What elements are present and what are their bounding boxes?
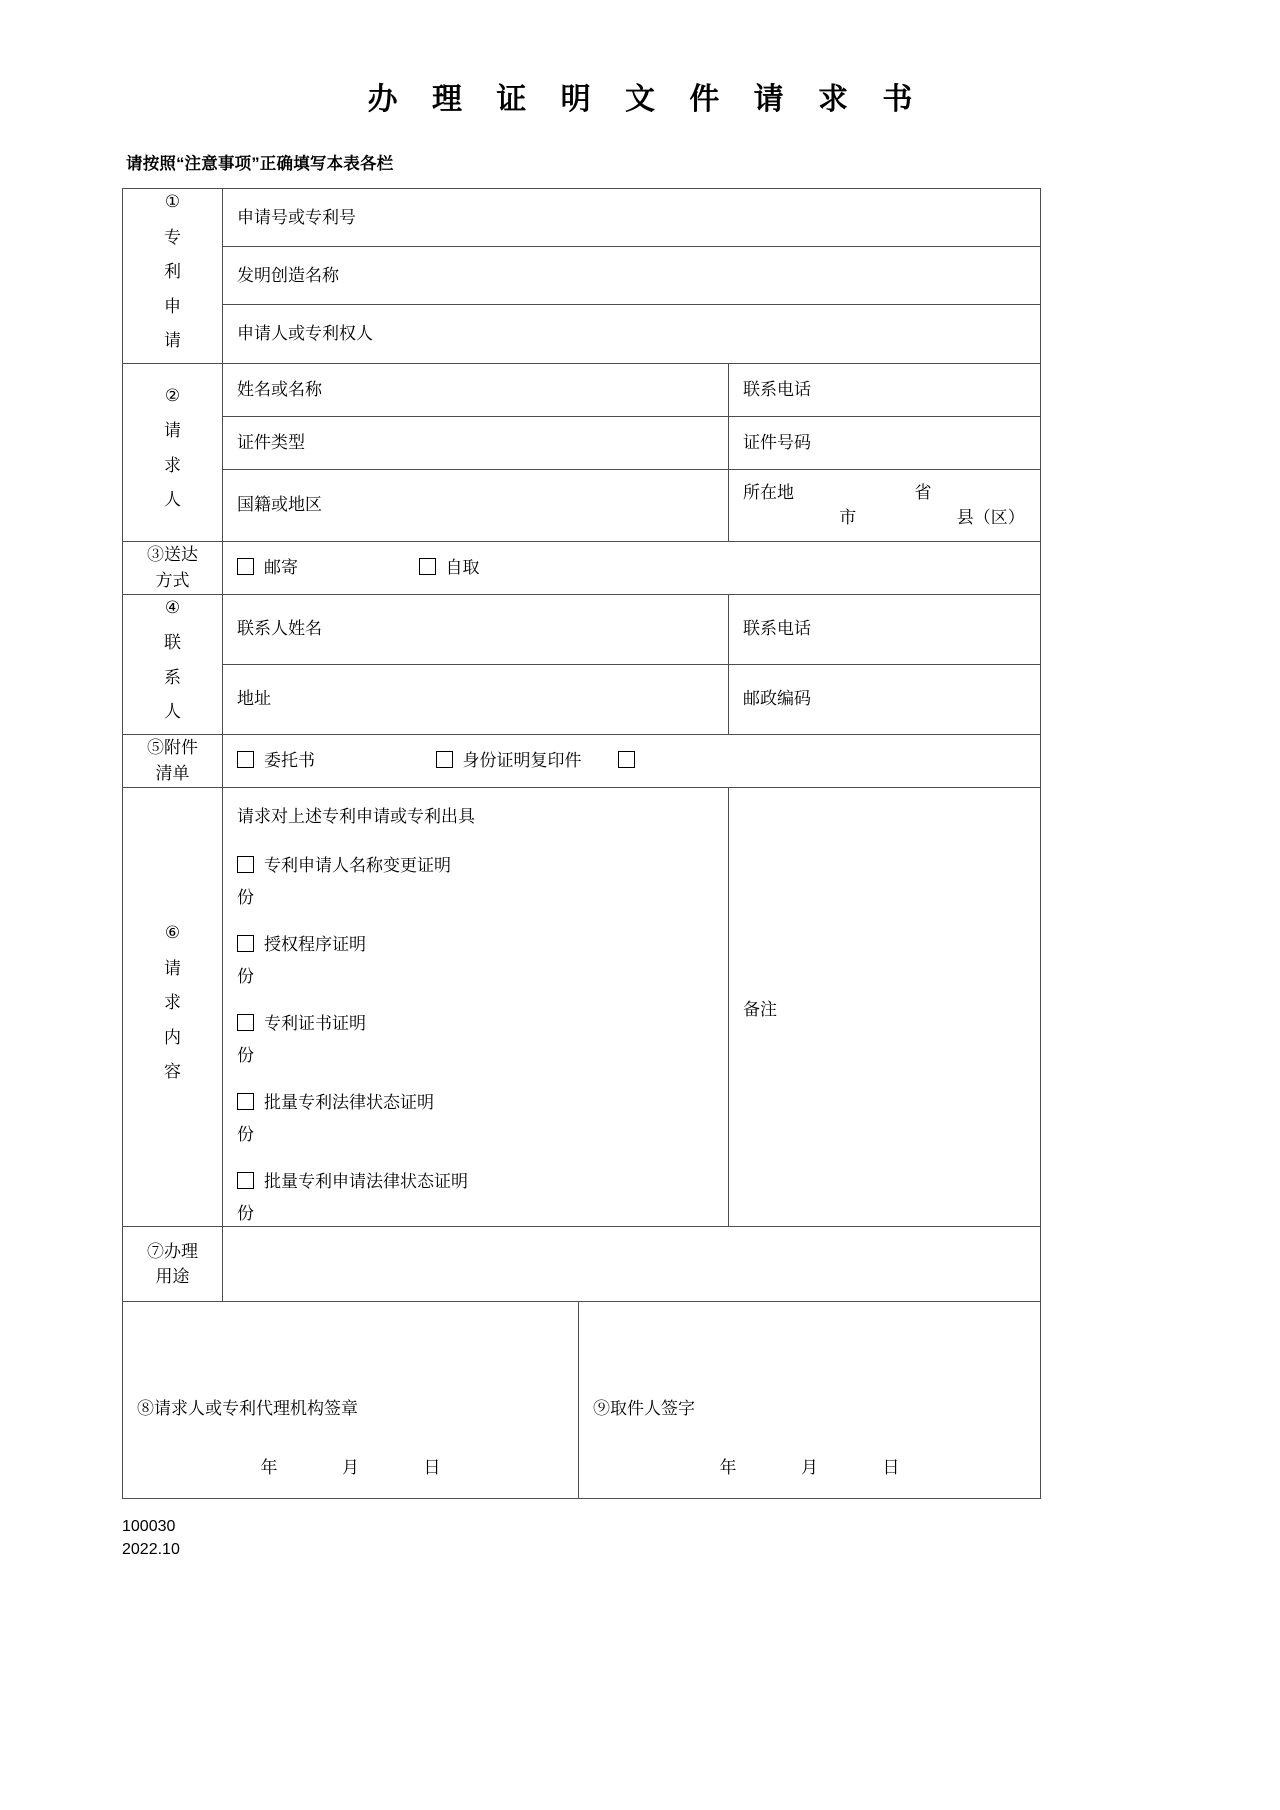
section1-label-char: 利	[164, 262, 181, 281]
section5-label	[123, 734, 223, 787]
section7-label-line2: 用途	[155, 1267, 190, 1286]
county-unit: 县（区）	[956, 508, 1025, 527]
section4-label-char: 人	[164, 702, 181, 721]
table-row	[123, 305, 1041, 363]
attachment-option-label: 委托书	[264, 750, 315, 770]
receiver-signature-date	[579, 1455, 1040, 1481]
receiver-signature-cell[interactable]	[579, 1302, 1041, 1499]
request-item-patent-certificate[interactable]	[223, 989, 728, 1068]
request-item-label: 批量专利申请法律状态证明	[264, 1172, 468, 1191]
copies-unit: 份	[237, 887, 254, 907]
table-row	[123, 247, 1041, 305]
checkbox-icon[interactable]	[237, 1014, 254, 1031]
request-item-grant-procedure[interactable]	[223, 910, 728, 989]
request-content-heading: 请求对上述专利申请或专利出具	[237, 806, 475, 826]
location-label: 所在地	[743, 482, 794, 502]
footer-version: 2022.10	[122, 1541, 180, 1559]
applicant-label: 申请人或专利权人	[237, 324, 373, 344]
section6-label-char: 求	[164, 993, 181, 1012]
table-row	[123, 734, 1041, 787]
section3-label-line1: ③送达	[147, 545, 198, 564]
request-item-bulk-patent-legal-status[interactable]	[223, 1068, 728, 1147]
purpose-field[interactable]	[223, 1227, 1041, 1302]
request-item-name-change[interactable]	[223, 831, 728, 910]
section6-marker: ⑥	[164, 923, 181, 942]
section2-label-char: 请	[164, 421, 181, 440]
requester-signature-title: ⑧请求人或专利代理机构签章	[137, 1399, 358, 1419]
contact-address-label: 地址	[237, 689, 271, 709]
contact-name-field[interactable]	[223, 594, 729, 664]
copies-unit: 份	[237, 966, 254, 986]
attachment-option-id-copy[interactable]	[436, 748, 582, 774]
section5-label-line2: 清单	[155, 763, 190, 783]
month-unit: 月	[801, 1457, 818, 1477]
form-instruction: 请按照“注意事项”正确填写本表各栏	[126, 155, 394, 173]
section2-label-char: 求	[164, 455, 181, 475]
checkbox-icon[interactable]	[237, 856, 254, 873]
section3-label	[123, 541, 223, 594]
table-row	[123, 787, 1041, 1227]
invention-title-label: 发明创造名称	[237, 265, 339, 285]
certificate-request-form	[122, 188, 1041, 1499]
table-row	[123, 664, 1041, 734]
table-row	[123, 1302, 1041, 1499]
delivery-option-label: 自取	[445, 557, 480, 577]
section2-label	[123, 363, 223, 541]
contact-phone-field[interactable]	[729, 594, 1041, 664]
province-unit: 省	[914, 482, 932, 502]
requester-signature-cell[interactable]	[123, 1302, 579, 1499]
attachment-option-label: 身份证明复印件	[462, 750, 582, 770]
checkbox-icon[interactable]	[237, 1093, 254, 1110]
section1-marker: ①	[164, 192, 181, 211]
requester-name-label: 姓名或名称	[237, 379, 322, 399]
table-row	[123, 189, 1041, 247]
nationality-label: 国籍或地区	[237, 495, 322, 515]
section5-label-line1: ⑤附件	[147, 738, 198, 757]
requester-signature-date	[123, 1455, 578, 1481]
footer-code: 100030	[122, 1518, 176, 1535]
request-content-cell	[223, 787, 729, 1227]
section4-label-char: 联	[164, 633, 181, 652]
request-item-label: 授权程序证明	[264, 935, 366, 954]
applicant-field[interactable]	[223, 305, 1041, 363]
table-row	[123, 541, 1041, 594]
year-unit: 年	[719, 1457, 737, 1477]
section4-label-char: 系	[164, 667, 181, 687]
delivery-option-label: 邮寄	[264, 557, 298, 577]
copies-unit: 份	[237, 1045, 254, 1065]
year-unit: 年	[260, 1457, 278, 1477]
id-number-label: 证件号码	[743, 432, 811, 452]
invention-title-field[interactable]	[223, 247, 1041, 305]
month-unit: 月	[342, 1457, 359, 1477]
table-row	[123, 594, 1041, 664]
attachment-option-other[interactable]	[618, 748, 635, 774]
section1-label	[123, 189, 223, 364]
section4-marker: ④	[164, 597, 181, 617]
section6-label-char: 容	[164, 1062, 181, 1081]
day-unit: 日	[423, 1457, 441, 1477]
attachment-list-cell	[223, 734, 1041, 787]
table-row	[123, 469, 1041, 541]
requester-phone-label: 联系电话	[743, 379, 811, 399]
section2-marker: ②	[164, 385, 181, 405]
table-row	[123, 1227, 1041, 1302]
purpose-value	[223, 1254, 1040, 1274]
requester-phone-field[interactable]	[729, 363, 1041, 416]
section6-label	[123, 787, 223, 1227]
contact-name-label: 联系人姓名	[237, 619, 322, 639]
section6-label-char: 内	[164, 1027, 181, 1047]
section6-label-char: 请	[164, 958, 181, 978]
nationality-field[interactable]	[223, 469, 729, 541]
contact-address-field[interactable]	[223, 664, 729, 734]
checkbox-icon[interactable]	[237, 751, 254, 768]
city-unit: 市	[839, 508, 857, 527]
contact-phone-label: 联系电话	[743, 619, 811, 639]
page-title: 办 理 证 明 文 件 请 求 书	[367, 83, 926, 116]
checkbox-icon[interactable]	[419, 558, 436, 575]
checkbox-icon[interactable]	[237, 1172, 254, 1189]
id-type-field[interactable]	[223, 416, 729, 469]
section4-label	[123, 594, 223, 734]
section3-label-line2: 方式	[155, 570, 190, 590]
delivery-option-mail[interactable]	[237, 555, 298, 581]
request-item-label: 批量专利法律状态证明	[264, 1093, 434, 1112]
copies-unit: 份	[237, 1124, 254, 1144]
table-row	[123, 363, 1041, 416]
request-item-label: 专利申请人名称变更证明	[264, 856, 451, 875]
form-footer	[122, 1515, 1280, 1561]
section1-label-char: 专	[164, 227, 181, 247]
section7-label-line1: ⑦办理	[147, 1241, 198, 1261]
id-type-label: 证件类型	[237, 432, 305, 452]
checkbox-icon[interactable]	[618, 751, 635, 768]
request-item-bulk-application-legal-status[interactable]	[223, 1147, 728, 1226]
postal-code-field[interactable]	[729, 664, 1041, 734]
remark-label: 备注	[743, 1000, 777, 1019]
application-number-label: 申请号或专利号	[237, 207, 356, 227]
checkbox-icon[interactable]	[436, 751, 453, 768]
checkbox-icon[interactable]	[237, 558, 254, 575]
delivery-method-cell	[223, 541, 1041, 594]
day-unit: 日	[882, 1457, 900, 1477]
section2-label-char: 人	[164, 490, 181, 509]
copies-unit: 份	[237, 1203, 254, 1223]
delivery-option-pickup[interactable]	[419, 555, 480, 581]
checkbox-icon[interactable]	[237, 935, 254, 952]
postal-code-label: 邮政编码	[743, 689, 811, 709]
attachment-option-power-of-attorney[interactable]	[237, 748, 315, 774]
section1-label-char: 申	[164, 296, 181, 316]
request-item-label: 专利证书证明	[264, 1014, 366, 1033]
section1-label-char: 请	[164, 331, 181, 350]
requester-name-field[interactable]	[223, 363, 729, 416]
table-row	[123, 416, 1041, 469]
application-number-field[interactable]	[223, 189, 1041, 247]
location-field[interactable]	[729, 469, 1041, 541]
id-number-field[interactable]	[729, 416, 1041, 469]
section7-label	[123, 1227, 223, 1302]
receiver-signature-title: ⑨取件人签字	[593, 1399, 695, 1419]
remark-field[interactable]	[729, 787, 1041, 1227]
